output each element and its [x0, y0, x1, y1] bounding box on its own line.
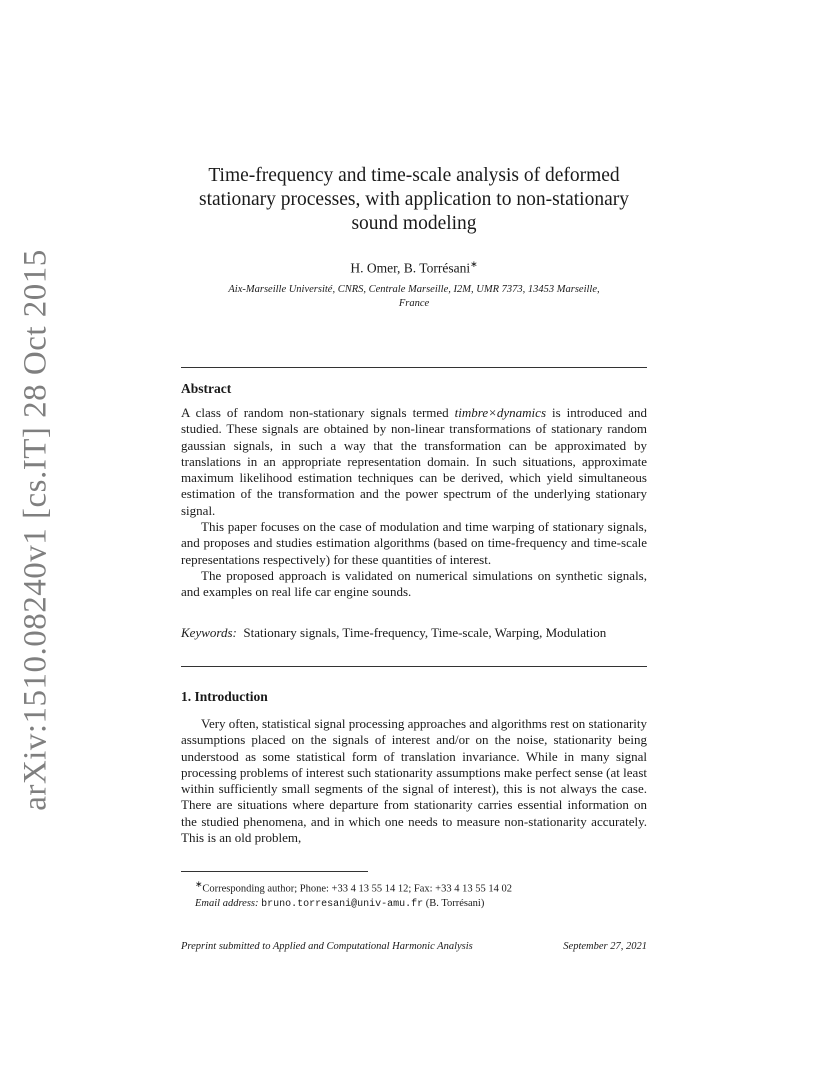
title-line: sound modeling	[351, 213, 477, 234]
section-heading-introduction: 1. Introduction	[181, 689, 268, 704]
affiliation-line: Aix-Marseille Université, CNRS, Centrale Marseille, I2M, UMR 7373, 13453 Marseille,	[228, 284, 600, 295]
footnote-corresponding	[181, 877, 647, 897]
email-owner: (B. Torrésani)	[425, 897, 485, 909]
affiliation	[181, 283, 647, 311]
footnote-mark: ∗	[195, 879, 203, 889]
abstract-paragraph-1	[181, 405, 647, 519]
footnote-text: Corresponding author; Phone: +33 4 13 55 14 12; Fax: +33 4 13 55 14 02	[202, 883, 512, 895]
author-names: H. Omer, B. Torrésani	[350, 260, 471, 276]
abstract-text: is introduced and studied. These signals are obtained by non-linear transformations of stationary random gaussian signals, in such a way that the transformation can be approximated by translations in an appropriate representation domain. In such situations, approximate maximum likelihood estimation techniques can be derived, which yield simultaneous estimation of the transformation and the power spectrum of the underlying stationary signal.	[181, 405, 647, 518]
abstract-bottom-rule	[181, 666, 647, 667]
author-footnote-mark: ∗	[470, 259, 478, 269]
abstract-text: A class of random non-stationary signals termed	[181, 405, 455, 420]
keywords-label: Keywords:	[181, 625, 237, 640]
email-label: Email address:	[195, 897, 259, 909]
email-address[interactable]: bruno.torresani@univ-amu.fr	[261, 898, 424, 910]
footer-venue: Preprint submitted to Applied and Computational Harmonic Analysis	[181, 941, 473, 952]
page-footer	[181, 941, 647, 952]
abstract-body	[181, 405, 647, 601]
arxiv-identifier: arXiv:1510.08240v1 [cs.IT] 28 Oct 2015	[17, 249, 54, 811]
abstract-top-rule	[181, 367, 647, 368]
abstract-paragraph-2: This paper focuses on the case of modulation and time warping of stationary signals, and proposes and studies estimation algorithms (based on time-frequency and time-scale representations respectively) for these quantities of interest.	[181, 519, 647, 567]
footnote	[181, 877, 647, 912]
keywords-text: Stationary signals, Time-frequency, Time-scale, Warping, Modulation	[243, 625, 607, 640]
keywords	[181, 625, 647, 641]
title-line: Time-frequency and time-scale analysis of deformed	[208, 165, 620, 186]
abstract-paragraph-3: The proposed approach is validated on numerical simulations on synthetic signals, and examples on real life car engine sounds.	[181, 567, 647, 600]
footer-date: September 27, 2021	[563, 941, 647, 952]
author-list	[181, 259, 647, 277]
title-line: stationary processes, with application to non-stationary	[199, 189, 629, 210]
paper-title	[181, 164, 647, 236]
introduction-paragraph: Very often, statistical signal processing approaches and algorithms rest on stationarity assumptions placed on the signals of interest and/or on the noise, stationarity being understood as some statistical form of translation invariance. While in many signal processing problems of interest such stationarity assumptions make perfect sense (at least within sufficiently small segments of the signal of interest), this is not always the case. There are situations where departure from stationarity carries essential information on the studied phenomena, and in which one needs to measure non-stationarity accurately. This is an old problem,	[181, 716, 647, 846]
footnote-rule	[181, 871, 368, 872]
term-timbre-dynamics: timbre×dynamics	[454, 405, 547, 420]
introduction-body	[181, 716, 647, 846]
affiliation-line: France	[398, 298, 430, 309]
footnote-email	[181, 897, 647, 912]
abstract-heading: Abstract	[181, 381, 232, 396]
